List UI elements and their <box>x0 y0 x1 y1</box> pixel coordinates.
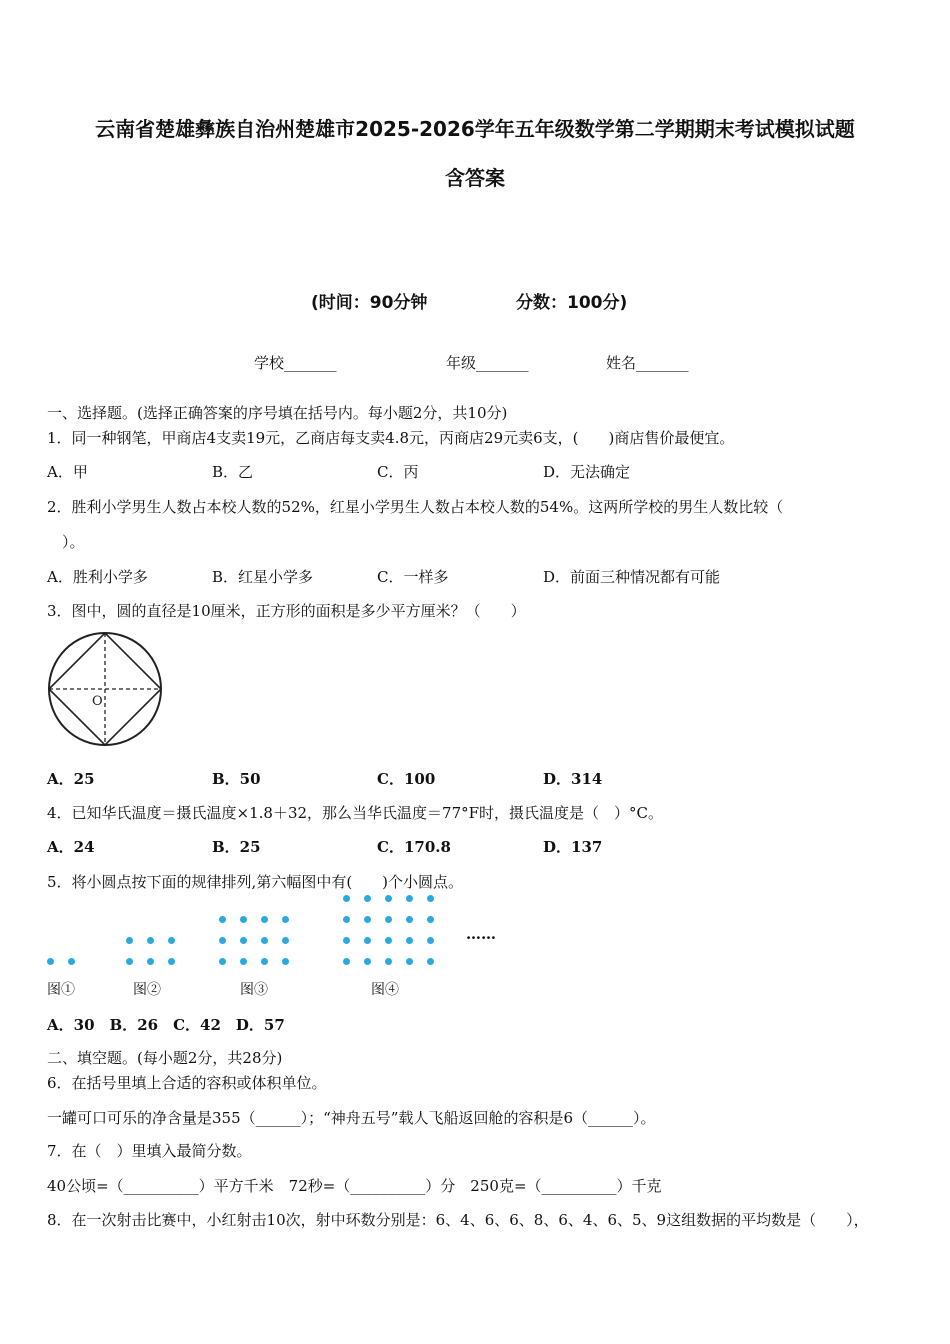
pattern-dot <box>282 958 289 965</box>
pattern-dot <box>406 916 413 923</box>
pattern-dot <box>364 916 371 923</box>
pattern-dot <box>427 937 434 944</box>
pattern-dot <box>406 937 413 944</box>
pattern-dot <box>261 958 268 965</box>
pattern-dot <box>385 895 392 902</box>
q2-option-b: B．红星小学多 <box>212 568 314 586</box>
pattern-dot <box>147 937 154 944</box>
pattern-dot <box>343 916 350 923</box>
q5-text: 5．将小圆点按下面的规律排列,第六幅图中有( )个小圆点。 <box>47 873 464 891</box>
school-field: 学校_______ <box>254 354 337 372</box>
pattern-ellipsis: …… <box>466 925 496 943</box>
q5-options: A．30 B．26 C．42 D．57 <box>47 1016 285 1034</box>
figure-label-4: 图④ <box>371 982 399 998</box>
pattern-dot <box>168 937 175 944</box>
pattern-dot <box>147 958 154 965</box>
q3-text: 3．图中，圆的直径是10厘米，正方形的面积是多少平方厘米？（ ） <box>47 602 526 620</box>
pattern-dot <box>126 937 133 944</box>
pattern-dot <box>240 916 247 923</box>
pattern-dot <box>240 958 247 965</box>
pattern-dot <box>261 937 268 944</box>
q2-text-cont: ）。 <box>62 533 85 551</box>
q6-text: 6．在括号里填上合适的容积或体积单位。 <box>47 1074 327 1092</box>
q4-option-d: D．137 <box>543 838 603 856</box>
exam-score: 分数：100分) <box>516 293 628 313</box>
q3-option-b: B．50 <box>212 770 261 788</box>
pattern-dot <box>219 916 226 923</box>
figure-label-2: 图② <box>133 982 161 998</box>
q1-option-a: A．甲 <box>47 463 88 481</box>
q2-option-a: A．胜利小学多 <box>47 568 148 586</box>
q1-option-d: D．无法确定 <box>543 463 631 481</box>
section1-heading: 一、选择题。(选择正确答案的序号填在括号内。每小题2分，共10分) <box>47 404 508 422</box>
grade-field: 年级_______ <box>446 354 529 372</box>
q7-text: 7．在（ ）里填入最简分数。 <box>47 1142 252 1160</box>
pattern-dot <box>406 958 413 965</box>
pattern-dot <box>343 895 350 902</box>
pattern-dot <box>364 895 371 902</box>
pattern-dot <box>240 937 247 944</box>
q1-option-c: C．丙 <box>377 463 419 481</box>
pattern-dot <box>219 958 226 965</box>
pattern-dot <box>385 916 392 923</box>
pattern-dot <box>427 916 434 923</box>
q1-option-b: B．乙 <box>212 463 254 481</box>
pattern-dot <box>427 958 434 965</box>
pattern-dot <box>47 958 54 965</box>
q3-option-c: C．100 <box>377 770 436 788</box>
name-field: 姓名_______ <box>606 354 689 372</box>
q8-text: 8．在一次射击比赛中，小红射击10次，射中环数分别是：6、4、6、6、8、6、4、6、5、9这组数据的平均数是（ ）， <box>47 1211 869 1229</box>
pattern-dot <box>261 916 268 923</box>
document-title-line1: 云南省楚雄彝族自治州楚雄市2025-2026学年五年级数学第二学期期末考试模拟试题 <box>95 117 855 141</box>
pattern-dot <box>343 958 350 965</box>
q4-text: 4．已知华氏温度＝摄氏温度×1.8＋32，那么当华氏温度＝77°F时，摄氏温度是（ ）°C。 <box>47 804 664 822</box>
q3-option-a: A．25 <box>47 770 95 788</box>
pattern-dot <box>364 958 371 965</box>
figure-label-1: 图① <box>47 982 75 998</box>
pattern-dot <box>126 958 133 965</box>
q2-option-d: D．前面三种情况都有可能 <box>543 568 721 586</box>
document-title-line2: 含答案 <box>445 166 505 190</box>
pattern-dot <box>385 937 392 944</box>
q4-option-c: C．170.8 <box>377 838 451 856</box>
pattern-dot <box>282 916 289 923</box>
pattern-dot <box>385 958 392 965</box>
q1-text: 1．同一种钢笔，甲商店4支卖19元，乙商店每支卖4.8元，丙商店29元卖6支，( )商店售价最便宜。 <box>47 429 735 447</box>
pattern-dot <box>343 937 350 944</box>
pattern-dot <box>282 937 289 944</box>
q2-text: 2．胜利小学男生人数占本校人数的52%，红星小学男生人数占本校人数的54%。这两所学校的男生人数比较（ <box>47 498 784 516</box>
q7-line: 40公顷=（__________）平方千米 72秒=（__________）分 250克=（__________）千克 <box>47 1177 662 1195</box>
pattern-dot <box>427 895 434 902</box>
q2-option-c: C．一样多 <box>377 568 449 586</box>
q4-option-a: A．24 <box>47 838 95 856</box>
center-label: O <box>92 694 103 709</box>
exam-time: (时间：90分钟 <box>311 293 428 313</box>
pattern-dot <box>364 937 371 944</box>
pattern-dot <box>168 958 175 965</box>
pattern-dot <box>406 895 413 902</box>
pattern-dot <box>68 958 75 965</box>
q3-option-d: D．314 <box>543 770 603 788</box>
pattern-dot <box>219 937 226 944</box>
figure-label-3: 图③ <box>240 982 268 998</box>
q6-line: 一罐可口可乐的净含量是355（______）；“神舟五号”载人飞船返回舱的容积是6（______）。 <box>47 1109 656 1127</box>
section2-heading: 二、填空题。(每小题2分，共28分) <box>47 1049 283 1067</box>
q4-option-b: B．25 <box>212 838 261 856</box>
circle-square-figure <box>45 630 165 750</box>
